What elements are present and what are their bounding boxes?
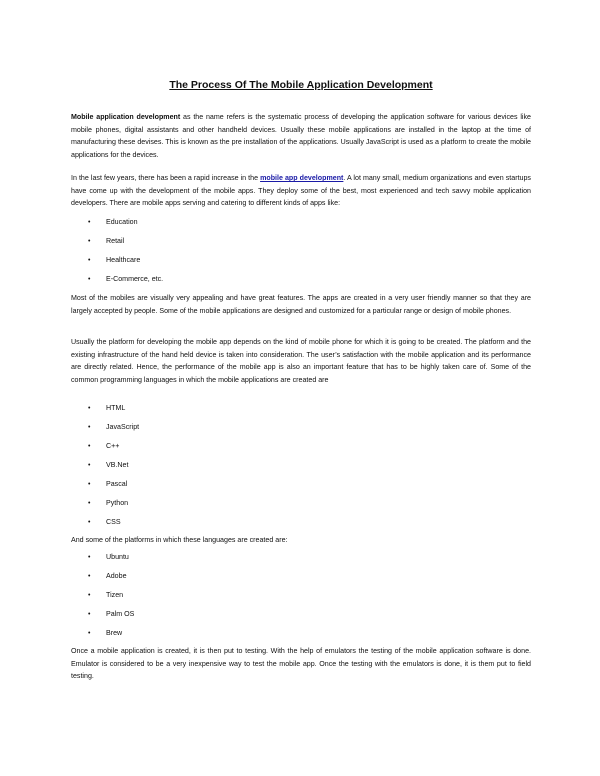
page-title: The Process Of The Mobile Application Development xyxy=(169,79,433,91)
list-item xyxy=(71,418,531,437)
platforms-intro-paragraph: And some of the platforms in which these languages are created are: xyxy=(71,536,288,544)
bullet-icon: • xyxy=(88,611,91,618)
list-item-label: Python xyxy=(106,499,129,507)
list-item-label: Healthcare xyxy=(106,256,141,264)
bullet-icon: • xyxy=(88,257,91,264)
list-item xyxy=(71,567,531,586)
list-item xyxy=(71,270,531,289)
list-item-label: Education xyxy=(106,218,138,226)
mobile-app-development-link[interactable]: mobile app development xyxy=(260,174,344,182)
list-item-label: Adobe xyxy=(106,572,127,580)
list-item-label: Brew xyxy=(106,629,123,637)
list-item xyxy=(71,624,531,643)
features-paragraph: Most of the mobiles are visually very appealing and have great features. The apps are created in a very user friendly manner so that they are largely accepted by people. Some of the mobile applications are designed and customized for a particular range or design of mobile phones. xyxy=(71,294,531,315)
bullet-icon: • xyxy=(88,500,91,507)
app-types-list xyxy=(71,213,531,289)
list-item xyxy=(71,251,531,270)
bullet-icon: • xyxy=(88,238,91,245)
list-item xyxy=(71,213,531,232)
growth-text-before: In the last few years, there has been a rapid increase in the xyxy=(71,174,261,182)
growth-text-after: . A lot many small, medium organizations and even startups have come up with the development of the mobile apps. They deploy some of the best, most experienced and tech savvy mobile application developers. There are mobile apps serving and catering to different kinds of apps like: xyxy=(71,174,531,208)
list-item-label: CSS xyxy=(106,518,121,526)
list-item-label: HTML xyxy=(106,404,126,412)
list-item-label: VB.Net xyxy=(106,461,129,469)
list-item xyxy=(71,494,531,513)
list-item xyxy=(71,513,531,532)
list-item xyxy=(71,548,531,567)
intro-text: as the name refers is the systematic process of developing the application software for various devices like mobile phones, digital assistants and other handheld devices. Usually these mobile applications are installed in the laptop at the time of manufacturing these devises. This is known as the pre installation of the applications. Usually JavaScript is used as a platform to create the mobile applications for the devices. xyxy=(71,113,531,159)
list-item xyxy=(71,586,531,605)
bullet-icon: • xyxy=(88,462,91,469)
bullet-icon: • xyxy=(88,573,91,580)
list-item-label: Retail xyxy=(106,237,125,245)
bullet-icon: • xyxy=(88,481,91,488)
bullet-icon: • xyxy=(88,519,91,526)
list-item-label: Palm OS xyxy=(106,610,135,618)
platform-paragraph: Usually the platform for developing the mobile app depends on the kind of mobile phone for which it is going to be created. The platform and the existing infrastructure of the hand held device is taken into consideration. The user’s satisfaction with the mobile application and its performance are directly related. Hence, the performance of the mobile app is also an important feature that has to be highly taken care of. Some of the common programming languages in which the mobile applications are created are xyxy=(71,338,531,384)
list-item-label: JavaScript xyxy=(106,423,140,431)
intro-paragraph xyxy=(71,111,531,161)
bullet-icon: • xyxy=(88,443,91,450)
intro-lead-bold: Mobile application development xyxy=(71,113,181,121)
list-item-label: Pascal xyxy=(106,480,128,488)
languages-list xyxy=(71,399,531,532)
platforms-list xyxy=(71,548,531,643)
list-item xyxy=(71,437,531,456)
bullet-icon: • xyxy=(88,630,91,637)
list-item-label: Ubuntu xyxy=(106,553,129,561)
bullet-icon: • xyxy=(88,592,91,599)
growth-paragraph xyxy=(71,172,531,210)
list-item xyxy=(71,605,531,624)
bullet-icon: • xyxy=(88,276,91,283)
list-item-label: C++ xyxy=(106,442,120,450)
list-item xyxy=(71,232,531,251)
bullet-icon: • xyxy=(88,424,91,431)
list-item xyxy=(71,456,531,475)
list-item xyxy=(71,399,531,418)
bullet-icon: • xyxy=(88,405,91,412)
testing-paragraph: Once a mobile application is created, it is then put to testing. With the help of emulators the testing of the mobile application software is done. Emulator is considered to be a very inexpensive way to test the mobile app. Once the testing with the emulators is done, it is them put to field testing. xyxy=(71,647,531,681)
bullet-icon: • xyxy=(88,554,91,561)
list-item-label: E-Commerce, etc. xyxy=(106,275,164,283)
list-item xyxy=(71,475,531,494)
list-item-label: Tizen xyxy=(106,591,124,599)
bullet-icon: • xyxy=(88,219,91,226)
